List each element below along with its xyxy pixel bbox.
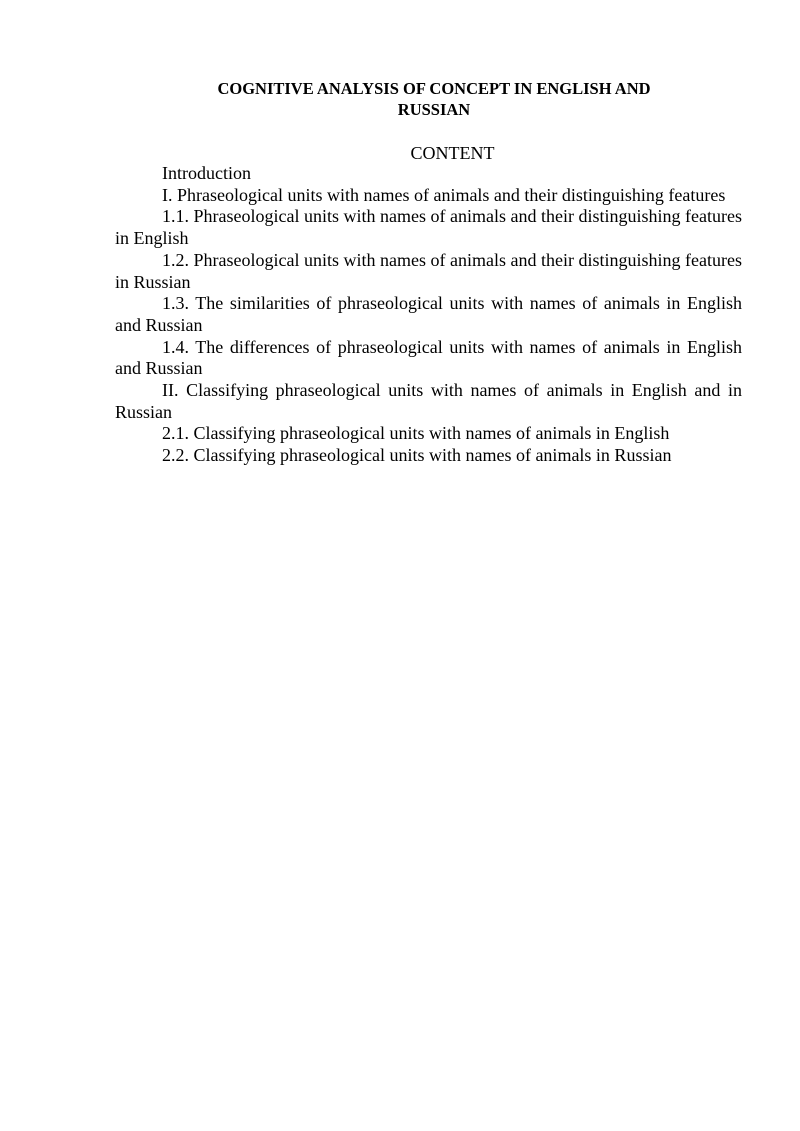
document-title: COGNITIVE ANALYSIS OF CONCEPT IN ENGLISH AND RUSSIAN	[217, 79, 651, 119]
content-heading: CONTENT	[410, 143, 495, 163]
toc-entry-2-1: 2.1. Classifying phraseological units with names of animals in English	[162, 423, 670, 444]
toc-entry-1-2: 1.2. Phraseological units with names of animals and their distinguishing features in Russian	[115, 249, 742, 292]
toc-entry-introduction: Introduction	[162, 163, 251, 183]
toc-entry-1-1: 1.1. Phraseological units with names of animals and their distinguishing features in English	[115, 206, 742, 249]
table-of-contents	[115, 163, 742, 467]
toc-entry-chapter-2: II. Classifying phraseological units with names of animals in English and in Russian	[115, 380, 742, 422]
toc-entry-chapter-1: I. Phraseological units with names of animals and their distinguishing features	[162, 184, 726, 205]
toc-entry-1-4: 1.4. The differences of phraseological units with names of animals in English and Russian	[115, 336, 742, 379]
toc-entry-1-3: 1.3. The similarities of phraseological units with names of animals in English and Russian	[115, 293, 742, 335]
toc-entry-2-2: 2.2. Classifying phraseological units with names of animals in Russian	[162, 445, 672, 466]
